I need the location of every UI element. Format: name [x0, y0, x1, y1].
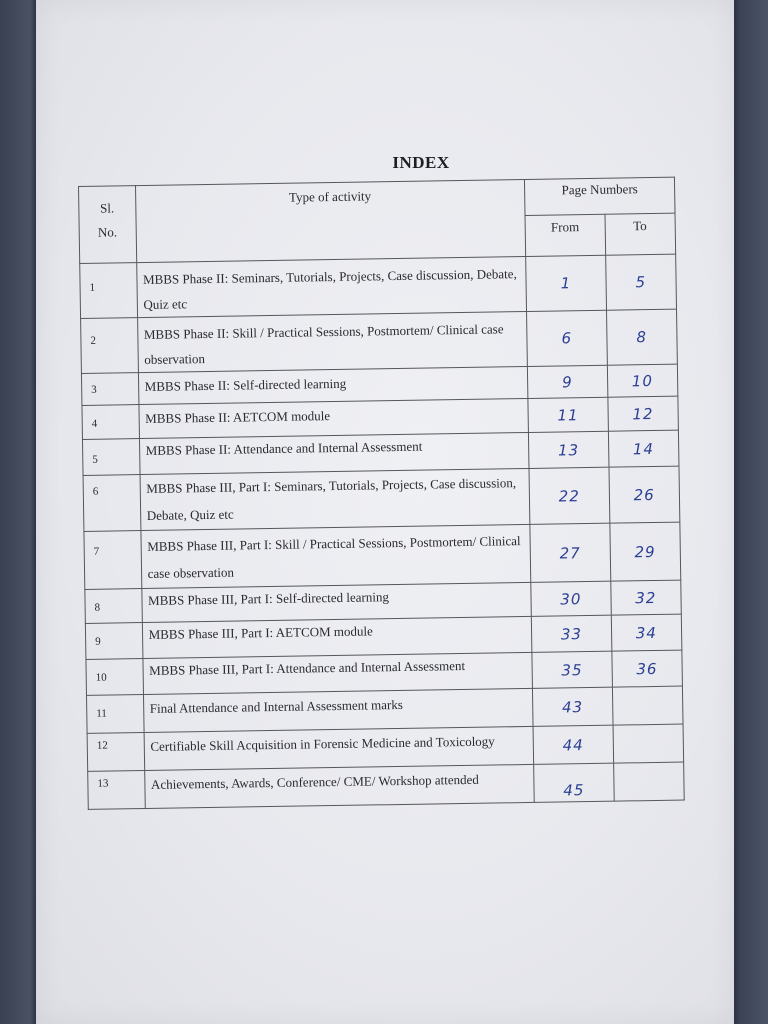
- row-from: 45: [534, 763, 614, 802]
- row-sl: 4: [82, 405, 139, 440]
- header-to: To: [605, 213, 676, 255]
- row-to: 32: [610, 580, 681, 615]
- row-sl: 11: [87, 695, 144, 734]
- index-table: [78, 177, 685, 810]
- row-activity: MBBS Phase II: Seminars, Tutorials, Projects, Case discussion, Debate, Quiz etc: [136, 256, 526, 317]
- row-to: [613, 762, 684, 801]
- header-sl-label: Sl.: [99, 200, 115, 216]
- table-row: [83, 466, 680, 531]
- row-to: 36: [611, 650, 682, 687]
- row-activity: MBBS Phase III, Part I: AETCOM module: [142, 616, 532, 658]
- index-table-container: [78, 177, 685, 810]
- row-to: [612, 686, 683, 725]
- header-activity: Type of activity: [135, 179, 526, 262]
- row-from: 43: [533, 687, 613, 726]
- row-sl: 6: [83, 475, 140, 532]
- header-no-label: No.: [97, 224, 118, 240]
- row-from: 6: [527, 310, 607, 366]
- row-to: 12: [607, 396, 678, 431]
- row-from: 22: [529, 467, 609, 524]
- row-sl: 2: [81, 318, 138, 374]
- header-page-numbers: Page Numbers: [525, 177, 675, 215]
- row-activity: MBBS Phase II: Skill / Practical Sessions, Postmortem/ Clinical case observation: [137, 311, 527, 372]
- row-sl: 5: [82, 439, 139, 476]
- row-activity: MBBS Phase III, Part I: Self-directed learning: [141, 582, 531, 622]
- row-activity: MBBS Phase III, Part I: Seminars, Tutorials, Projects, Case discussion, Debate, Quiz etc: [140, 468, 530, 530]
- row-to: 5: [605, 254, 676, 310]
- row-from: 11: [528, 397, 608, 432]
- table-row: [81, 309, 678, 373]
- row-from: 27: [530, 523, 610, 582]
- row-sl: 13: [88, 771, 145, 810]
- row-activity: MBBS Phase II: Self-directed learning: [138, 366, 528, 404]
- row-sl: 3: [81, 373, 138, 406]
- row-from: 13: [529, 431, 609, 468]
- row-from: 9: [528, 365, 608, 398]
- row-to: 8: [606, 309, 677, 365]
- row-from: 30: [531, 581, 611, 616]
- row-from: 33: [531, 615, 611, 652]
- row-from: 44: [533, 725, 613, 764]
- row-from: 1: [526, 255, 606, 311]
- row-to: 34: [611, 614, 682, 651]
- header-from: From: [525, 214, 605, 256]
- row-sl: 8: [85, 589, 142, 624]
- row-to: 26: [609, 466, 680, 523]
- row-sl: 7: [84, 531, 141, 590]
- row-activity: Final Attendance and Internal Assessment marks: [143, 688, 533, 732]
- row-activity: Achievements, Awards, Conference/ CME/ Workshop attended: [144, 764, 534, 808]
- row-to: 14: [608, 430, 679, 467]
- table-row: [80, 254, 677, 318]
- row-to: 10: [607, 364, 678, 397]
- row-sl: 12: [87, 733, 144, 772]
- row-sl: 10: [86, 659, 143, 696]
- row-activity: MBBS Phase II: AETCOM module: [139, 398, 529, 438]
- header-sl-no: [79, 186, 137, 264]
- row-to: [613, 724, 684, 763]
- page-title: INDEX: [392, 153, 450, 172]
- table-row: [84, 522, 681, 589]
- row-activity: MBBS Phase II: Attendance and Internal Assessment: [139, 432, 529, 474]
- row-activity: MBBS Phase III, Part I: Attendance and Internal Assessment: [143, 652, 533, 694]
- row-activity: Certifiable Skill Acquisition in Forensic Medicine and Toxicology: [144, 726, 534, 770]
- row-sl: 1: [80, 263, 137, 319]
- row-sl: 9: [85, 623, 142, 660]
- row-from: 35: [532, 651, 612, 688]
- row-to: 29: [609, 522, 680, 581]
- row-activity: MBBS Phase III, Part I: Skill / Practical Sessions, Postmortem/ Clinical case observation: [140, 524, 530, 588]
